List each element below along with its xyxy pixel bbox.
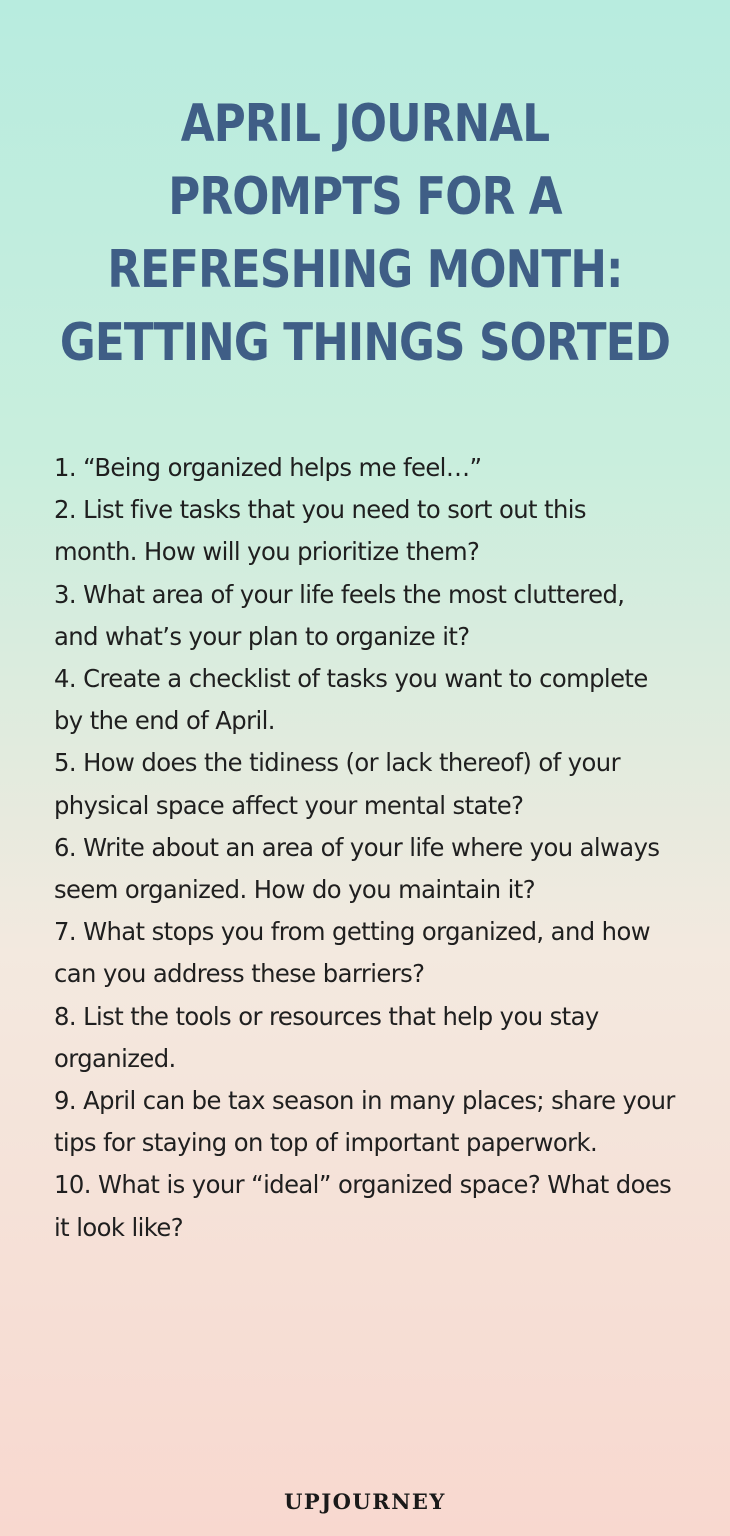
title-line-3: REFRESHING MONTH:: [107, 240, 623, 300]
brand-logo: UPJOURNEY: [284, 1489, 446, 1514]
title-line-4: GETTING THINGS SORTED: [59, 313, 671, 373]
prompt-item-4: 4. Create a checklist of tasks you want to complete by the end of April.: [54, 664, 648, 736]
prompt-item-8: 8. List the tools or resources that help you stay organized.: [54, 1001, 599, 1073]
prompt-item-6: 6. Write about an area of your life where you always seem organized. How do you maintain it?: [54, 832, 660, 905]
prompt-item-9: 9. April can be tax season in many places; share your tips for staying on top of important paperwork.: [54, 1086, 675, 1158]
title-line-2: PROMPTS FOR A: [168, 167, 562, 227]
title-line-1: APRIL JOURNAL: [180, 94, 550, 154]
prompt-list: [54, 447, 694, 1249]
prompt-item-7: 7. What stops you from getting organized, and how can you address these barriers?: [54, 917, 650, 989]
prompt-item-1: 1. “Being organized helps me feel…”: [54, 453, 482, 482]
page-title: [0, 88, 730, 380]
prompt-item-2: 2. List five tasks that you need to sort out this month. How will you prioritize them?: [54, 495, 586, 567]
prompt-item-10: 10. What is your “ideal” organized space? What does it look like?: [54, 1170, 672, 1242]
prompt-item-3: 3. What area of your life feels the most cluttered, and what’s your plan to organize it?: [54, 579, 625, 651]
prompt-item-5: 5. How does the tidiness (or lack thereof) of your physical space affect your mental state?: [54, 748, 620, 820]
